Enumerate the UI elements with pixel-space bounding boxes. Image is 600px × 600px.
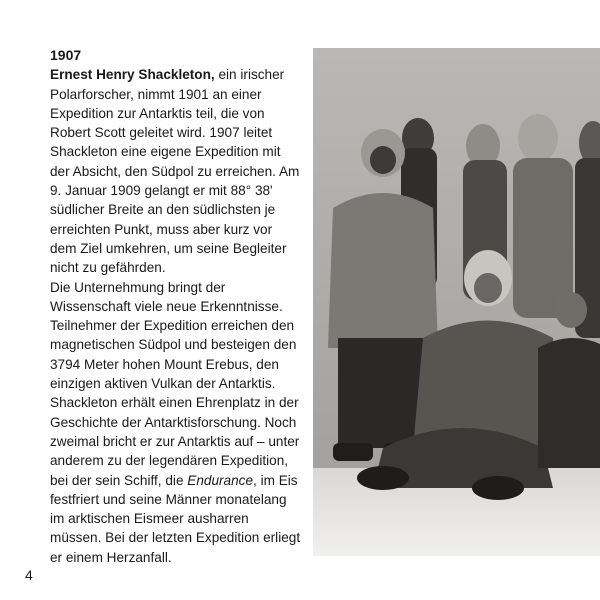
paragraph-1 bbox=[50, 65, 302, 277]
paragraph-3-text-b: , im Eis festfriert und seine Männer monatelang im arktischen Eismeer ausharren müssen. Bei der letzten Expedition erliegt er einem Herzanfall. bbox=[50, 472, 301, 565]
year-heading: 1907 bbox=[50, 47, 82, 63]
paragraph-3-text-a: Shackleton erhält einen Ehrenplatz in der Geschichte der Antarktisforschung. Noch zweimal bricht er zur Antarktis auf – unter anderem zu der legendären Expedition, bei der sein Schiff, die bbox=[50, 395, 300, 488]
paragraph-3 bbox=[50, 393, 302, 567]
ship-name: Endurance bbox=[187, 472, 254, 488]
expedition-photo-illustration bbox=[313, 48, 600, 556]
article-text bbox=[50, 46, 302, 567]
page-number: 4 bbox=[25, 567, 33, 583]
paragraph-1-text: ein irischer Polarforscher, nimmt 1901 an einer Expedition zur Antarktis teil, die von Robert Scott geleitet wird. 1907 leitet Shackleton eine eigene Expedition mit der Absicht, den Südpol zu erreichen. Am 9. Januar 1909 gelangt er mit 88° 38' südlicher Breite an den südlichsten je erreichten Punkt, muss aber kurz vor dem Ziel umkehren, um seine Begleiter nicht zu gefährden. bbox=[50, 67, 300, 276]
expedition-photo bbox=[313, 48, 600, 556]
paragraph-2: Die Unternehmung bringt der Wissenschaft viele neue Erkenntnisse. Teilnehmer der Expedition erreichen den magnetischen Südpol und besteigen den 3794 Meter hohen Mount Erebus, den einzigen aktiven Vulkan der Antarktis. bbox=[50, 279, 297, 392]
lead-name: Ernest Henry Shackleton, bbox=[50, 67, 215, 83]
